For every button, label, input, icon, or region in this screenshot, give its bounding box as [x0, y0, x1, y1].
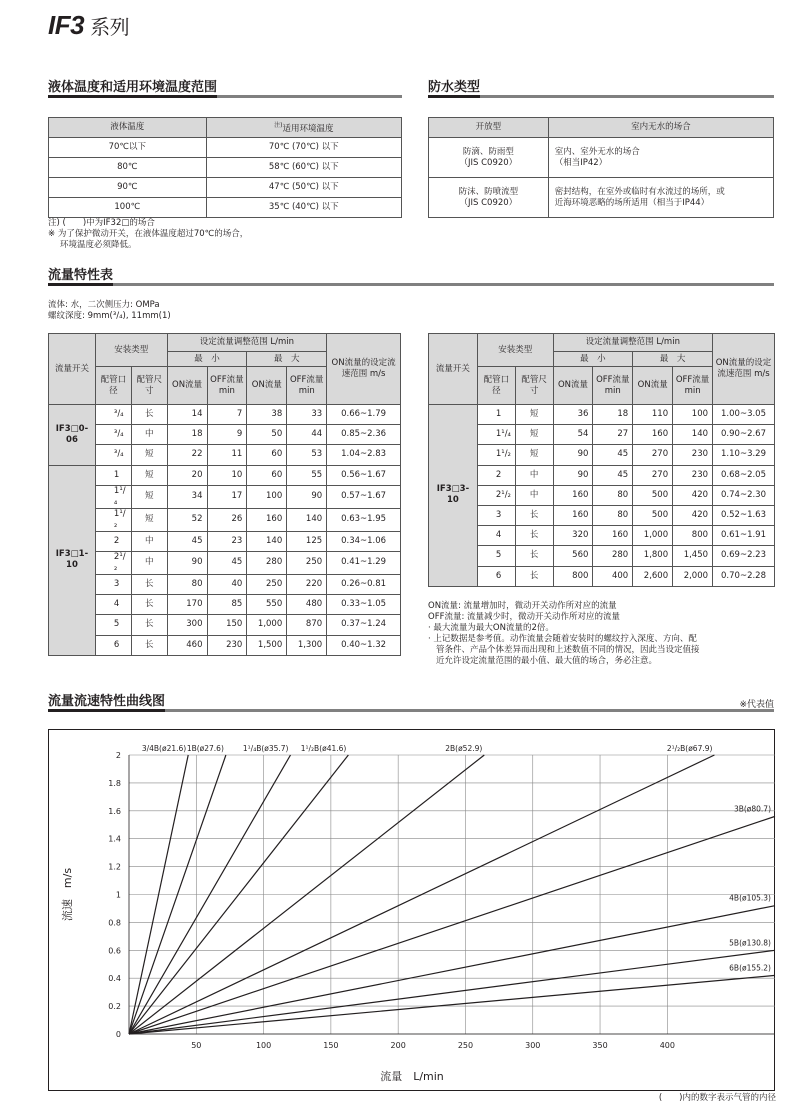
- table-cell: 400: [593, 566, 633, 586]
- table-cell: 短: [515, 425, 553, 445]
- flow-note: OFF流量: 流量减少时，微动开关动作所对应的流量: [428, 612, 621, 622]
- table-cell: 3: [477, 505, 515, 525]
- water-type-std: （JIS C0920）: [459, 157, 518, 168]
- table-row: [429, 405, 775, 425]
- table-cell: ³/₄: [95, 425, 131, 445]
- chart-frame: [48, 729, 775, 1091]
- table-cell: 长: [515, 546, 553, 566]
- col-off-max: OFF流量min: [287, 367, 327, 405]
- table-cell: 5: [477, 546, 515, 566]
- table-cell: 90: [553, 465, 593, 485]
- group-model-cell: IF3□1-10: [49, 465, 96, 655]
- table-cell: 0.68~2.05: [713, 465, 775, 485]
- table-cell: 80: [593, 505, 633, 525]
- table-cell: 170: [167, 595, 207, 615]
- water-desc-line: （相当IP42）: [554, 157, 608, 168]
- table-cell: 160: [593, 526, 633, 546]
- col-pipe-size: 配管尺寸: [131, 367, 167, 405]
- col-velocity-range: ON流量的设定流速范围 m/s: [713, 334, 775, 405]
- water-type-name: 防滴、防雨型: [462, 146, 514, 157]
- table-cell: 85: [207, 595, 247, 615]
- section-water-title: 防水类型: [428, 80, 480, 98]
- water-desc-line: 密封结构，在室外或临时有水流过的场所，或: [554, 186, 725, 197]
- table-cell: 53: [287, 445, 327, 465]
- table-cell: 长: [131, 574, 167, 594]
- col-pipe-size: 配管尺寸: [515, 367, 553, 405]
- table-cell: 0.69~2.23: [713, 546, 775, 566]
- table-row: [49, 574, 401, 594]
- series-code: IF3: [48, 10, 85, 40]
- col-max: 最 大: [633, 352, 713, 367]
- table-cell: 短: [131, 508, 167, 531]
- table-cell: 0.57~1.67: [327, 485, 401, 508]
- flow-notes: [428, 601, 778, 667]
- water-type-std: （JIS C0920）: [459, 197, 518, 208]
- table-cell: 0.61~1.91: [713, 526, 775, 546]
- table-cell: 1: [95, 465, 131, 485]
- table-cell: 280: [247, 551, 287, 574]
- table-row: [429, 445, 775, 465]
- section-chart-heading: [48, 694, 774, 712]
- table-cell: 0.34~1.06: [327, 531, 401, 551]
- col-flow-range: 设定流量调整范围 L/min: [167, 334, 327, 352]
- table-cell: 1,000: [247, 615, 287, 635]
- section-temp-heading: [48, 80, 402, 98]
- x-tick-label: 250: [457, 1041, 474, 1050]
- section-chart-title: 流量流速特性曲线图: [48, 694, 165, 712]
- table-cell: 长: [515, 505, 553, 525]
- table-cell: 280: [593, 546, 633, 566]
- table-row: [49, 425, 401, 445]
- table-cell: 420: [673, 505, 713, 525]
- y-axis-label: 流速 m/s: [61, 867, 74, 922]
- table-cell: 230: [673, 445, 713, 465]
- series-label: 4B(ø105.3): [729, 893, 771, 903]
- table-cell: 250: [287, 551, 327, 574]
- table-cell: 160: [633, 425, 673, 445]
- table-cell: 短: [131, 445, 167, 465]
- y-tick-label: 0.8: [108, 918, 121, 928]
- table-cell: 6: [477, 566, 515, 586]
- table-cell: 45: [207, 551, 247, 574]
- table-cell: 80: [593, 485, 633, 505]
- table-cell: 0.26~0.81: [327, 574, 401, 594]
- series-label: 5B(ø130.8): [729, 938, 771, 948]
- flow-note: 管条件、产品个体差异而出现和上述数值不同的情况，因此当设定值接: [436, 645, 700, 655]
- water-type-cell: [429, 178, 549, 218]
- table-row: [49, 508, 401, 531]
- col-pipe-dia: 配管口径: [95, 367, 131, 405]
- temp-note-1: 注) ( )中为IF32□的场合: [48, 218, 155, 228]
- table-cell: 500: [633, 485, 673, 505]
- temp-cell: 70℃以下: [49, 138, 207, 158]
- col-max: 最 大: [247, 352, 327, 367]
- y-tick-label: 1.8: [108, 778, 121, 788]
- table-cell: 0.37~1.24: [327, 615, 401, 635]
- table-cell: 0.33~1.05: [327, 595, 401, 615]
- temp-cell: 90℃: [49, 178, 207, 198]
- section-temp-title: 液体温度和适用环境温度范围: [48, 80, 217, 98]
- table-cell: 11: [207, 445, 247, 465]
- table-cell: 2: [95, 531, 131, 551]
- table-cell: 26: [207, 508, 247, 531]
- y-tick-label: 0.2: [108, 1002, 121, 1012]
- col-flow-switch: 流量开关: [49, 334, 96, 405]
- table-cell: 45: [167, 531, 207, 551]
- table-cell: 0.74~2.30: [713, 485, 775, 505]
- table-row: [49, 445, 401, 465]
- table-cell: 短: [515, 405, 553, 425]
- group-model-cell: IF3□3-10: [429, 405, 478, 587]
- table-cell: 800: [673, 526, 713, 546]
- temp-cell: 80℃: [49, 158, 207, 178]
- table-row: [49, 465, 401, 485]
- table-cell: 2¹/₂: [477, 485, 515, 505]
- temp-col-ambient-label: 适用环境温度: [282, 123, 334, 134]
- table-cell: 长: [131, 595, 167, 615]
- table-cell: 0.90~2.67: [713, 425, 775, 445]
- page-title: [48, 10, 129, 41]
- table-row: [49, 405, 401, 425]
- table-row: [49, 531, 401, 551]
- col-flow-range: 设定流量调整范围 L/min: [553, 334, 712, 352]
- table-cell: 0.52~1.63: [713, 505, 775, 525]
- table-cell: 50: [247, 425, 287, 445]
- table-cell: 0.85~2.36: [327, 425, 401, 445]
- x-tick-label: 150: [323, 1041, 339, 1050]
- col-on-max: ON流量: [247, 367, 287, 405]
- y-tick-label: 2: [115, 751, 121, 760]
- table-cell: 14: [167, 405, 207, 425]
- series-label: 1¹/₂B(ø41.6): [300, 744, 347, 753]
- col-min: 最 小: [553, 352, 633, 367]
- table-cell: 长: [131, 405, 167, 425]
- table-cell: 2,600: [633, 566, 673, 586]
- table-cell: 270: [633, 465, 673, 485]
- table-cell: 中: [515, 485, 553, 505]
- temp-notes: [48, 218, 248, 251]
- table-row: [429, 505, 775, 525]
- temp-col-ambient: [206, 118, 401, 138]
- table-cell: 1: [477, 405, 515, 425]
- series-line: [129, 950, 775, 1034]
- table-cell: 4: [95, 595, 131, 615]
- series-line: [129, 975, 775, 1034]
- table-cell: 长: [131, 635, 167, 655]
- col-min: 最 小: [167, 352, 247, 367]
- x-tick-label: 300: [525, 1041, 541, 1050]
- y-tick-label: 1.4: [108, 834, 121, 844]
- table-cell: 230: [207, 635, 247, 655]
- table-cell: 18: [167, 425, 207, 445]
- temp-cell: 70℃ (70℃) 以下: [206, 138, 401, 158]
- y-tick-label: 1.2: [108, 862, 121, 872]
- table-cell: 中: [131, 531, 167, 551]
- col-flow-switch: 流量开关: [429, 334, 478, 405]
- table-cell: 1.04~2.83: [327, 445, 401, 465]
- table-cell: 52: [167, 508, 207, 531]
- table-cell: 0.63~1.95: [327, 508, 401, 531]
- table-cell: 3: [95, 574, 131, 594]
- table-cell: 22: [167, 445, 207, 465]
- table-cell: 0.56~1.67: [327, 465, 401, 485]
- table-cell: 230: [673, 465, 713, 485]
- table-row: [49, 595, 401, 615]
- table-row: [429, 465, 775, 485]
- table-cell: 1¹/₄: [477, 425, 515, 445]
- table-cell: 320: [553, 526, 593, 546]
- table-row: [49, 615, 401, 635]
- x-tick-label: 100: [255, 1041, 272, 1050]
- temp-note-2: ※ 为了保护微动开关，在液体温度超过70℃的场合，: [48, 229, 249, 239]
- table-cell: ³/₄: [95, 445, 131, 465]
- table-cell: 2¹/₂: [95, 551, 131, 574]
- table-cell: 44: [287, 425, 327, 445]
- flow-velocity-chart: [49, 730, 776, 1092]
- temp-note-3: 环境温度必须降低。: [60, 240, 137, 250]
- table-cell: 90: [553, 445, 593, 465]
- temp-cell: 58℃ (60℃) 以下: [206, 158, 401, 178]
- section-flow-title: 流量特性表: [48, 268, 113, 286]
- table-row: [429, 566, 775, 586]
- series-label: 2B(ø52.9): [445, 744, 483, 753]
- table-cell: 短: [131, 465, 167, 485]
- table-cell: 220: [287, 574, 327, 594]
- col-off-min: OFF流量min: [593, 367, 633, 405]
- col-on-max: ON流量: [633, 367, 673, 405]
- water-col-type: 开放型: [429, 118, 549, 138]
- table-cell: 60: [247, 445, 287, 465]
- col-off-min: OFF流量min: [207, 367, 247, 405]
- y-tick-label: 1.6: [108, 806, 121, 816]
- table-cell: 10: [207, 465, 247, 485]
- table-cell: 0.66~1.79: [327, 405, 401, 425]
- table-cell: 45: [593, 465, 633, 485]
- table-cell: 0.40~1.32: [327, 635, 401, 655]
- table-cell: 1.00~3.05: [713, 405, 775, 425]
- table-cell: 150: [207, 615, 247, 635]
- temp-cell: 35℃ (40℃) 以下: [206, 198, 401, 218]
- table-cell: 45: [593, 445, 633, 465]
- flow-table: [48, 333, 401, 656]
- table-cell: 90: [167, 551, 207, 574]
- water-desc-line: 室内、室外无水的场合: [554, 146, 640, 157]
- table-cell: 4: [477, 526, 515, 546]
- table-cell: 6: [95, 635, 131, 655]
- x-axis-label: 流量 L/min: [380, 1070, 444, 1083]
- table-cell: 1¹/₂: [477, 445, 515, 465]
- chart-representative-note: ※代表值: [739, 700, 774, 710]
- series-label: 2¹/₂B(ø67.9): [666, 744, 713, 753]
- table-cell: 34: [167, 485, 207, 508]
- table-cell: 500: [633, 505, 673, 525]
- table-cell: 1,000: [633, 526, 673, 546]
- table-cell: 1,500: [247, 635, 287, 655]
- table-cell: 36: [553, 405, 593, 425]
- temp-col-ambient-note: 注): [274, 122, 283, 130]
- table-row: [49, 635, 401, 655]
- table-cell: 23: [207, 531, 247, 551]
- col-install-type: 安装类型: [477, 334, 553, 367]
- section-flow-heading: [48, 268, 774, 286]
- temp-table: [48, 117, 402, 218]
- flow-table: [428, 333, 775, 587]
- table-cell: 300: [167, 615, 207, 635]
- table-cell: 800: [553, 566, 593, 586]
- col-pipe-dia: 配管口径: [477, 367, 515, 405]
- table-cell: 2: [477, 465, 515, 485]
- table-cell: 140: [673, 425, 713, 445]
- table-cell: 160: [553, 505, 593, 525]
- water-type-name: 防沫、防喷流型: [458, 186, 519, 197]
- table-cell: 100: [673, 405, 713, 425]
- col-install-type: 安装类型: [95, 334, 167, 367]
- water-desc-line: 近海环境恶略的场所适用（相当于IP44）: [554, 197, 710, 208]
- col-off-max: OFF流量min: [673, 367, 713, 405]
- table-cell: 60: [247, 465, 287, 485]
- table-cell: 0.41~1.29: [327, 551, 401, 574]
- x-tick-label: 200: [390, 1041, 406, 1050]
- table-cell: 250: [247, 574, 287, 594]
- table-cell: 420: [673, 485, 713, 505]
- table-cell: 1,300: [287, 635, 327, 655]
- flow-condition-2: 螺纹深度: 9mm(³/₄), 11mm(1): [48, 311, 171, 321]
- water-desc-cell: [548, 178, 773, 218]
- table-cell: 0.70~2.28: [713, 566, 775, 586]
- table-cell: 1,800: [633, 546, 673, 566]
- series-label: 1¹/₄B(ø35.7): [242, 744, 289, 753]
- table-cell: 1¹/₄: [95, 485, 131, 508]
- col-on-min: ON流量: [167, 367, 207, 405]
- flow-note: · 最大流量为最大ON流量的2倍。: [428, 623, 554, 633]
- y-tick-label: 0.4: [108, 974, 121, 984]
- table-cell: 20: [167, 465, 207, 485]
- flow-note: ON流量: 流量增加时，微动开关动作所对应的流量: [428, 601, 617, 611]
- flow-note: · 上记数据是参考值。动作流量会随着安装时的螺纹拧入深度、方向、配: [428, 634, 697, 644]
- table-cell: ³/₄: [95, 405, 131, 425]
- table-cell: 2,000: [673, 566, 713, 586]
- table-row: [429, 546, 775, 566]
- table-cell: 870: [287, 615, 327, 635]
- water-col-desc: 室内无水的场合: [548, 118, 773, 138]
- col-velocity-range: ON流量的设定流速范围 m/s: [327, 334, 401, 405]
- water-type-cell: [429, 138, 549, 178]
- table-cell: 中: [131, 551, 167, 574]
- group-model-cell: IF3□0-06: [49, 405, 96, 466]
- table-cell: 54: [553, 425, 593, 445]
- flow-conditions: [48, 300, 171, 322]
- temp-cell: 47℃ (50℃) 以下: [206, 178, 401, 198]
- table-cell: 18: [593, 405, 633, 425]
- table-cell: 560: [553, 546, 593, 566]
- table-cell: 9: [207, 425, 247, 445]
- table-cell: 长: [515, 566, 553, 586]
- x-tick-label: 350: [592, 1041, 608, 1050]
- table-cell: 80: [167, 574, 207, 594]
- y-tick-label: 0.6: [108, 946, 121, 956]
- y-tick-label: 1: [115, 890, 121, 900]
- water-table: [428, 117, 774, 218]
- table-cell: 7: [207, 405, 247, 425]
- table-cell: 270: [633, 445, 673, 465]
- table-cell: 短: [131, 485, 167, 508]
- series-label: 6B(ø155.2): [729, 963, 771, 973]
- table-cell: 1.10~3.29: [713, 445, 775, 465]
- table-cell: 100: [247, 485, 287, 508]
- x-tick-label: 50: [191, 1041, 202, 1050]
- temp-cell: 100℃: [49, 198, 207, 218]
- table-cell: 480: [287, 595, 327, 615]
- series-label: 1B(ø27.6): [186, 744, 224, 753]
- table-cell: 40: [207, 574, 247, 594]
- table-cell: 短: [515, 445, 553, 465]
- table-cell: 中: [131, 425, 167, 445]
- table-cell: 160: [553, 485, 593, 505]
- table-cell: 460: [167, 635, 207, 655]
- flow-condition-1: 流体: 水，二次侧压力: OMPa: [48, 300, 160, 310]
- table-cell: 长: [131, 615, 167, 635]
- series-suffix: 系列: [90, 15, 130, 39]
- table-row: [429, 485, 775, 505]
- table-row: [429, 425, 775, 445]
- table-cell: 55: [287, 465, 327, 485]
- table-cell: 1,450: [673, 546, 713, 566]
- table-cell: 125: [287, 531, 327, 551]
- table-row: [429, 526, 775, 546]
- temp-col-liquid: 液体温度: [49, 118, 207, 138]
- table-cell: 27: [593, 425, 633, 445]
- table-cell: 33: [287, 405, 327, 425]
- table-cell: 140: [247, 531, 287, 551]
- chart-bottom-note: ( )内的数字表示气管的内径: [658, 1093, 776, 1103]
- table-cell: 160: [247, 508, 287, 531]
- table-cell: 5: [95, 615, 131, 635]
- x-tick-label: 400: [659, 1041, 675, 1050]
- series-label: 3/4B(ø21.6): [141, 744, 187, 753]
- water-desc-cell: [548, 138, 773, 178]
- table-cell: 38: [247, 405, 287, 425]
- col-on-min: ON流量: [553, 367, 593, 405]
- table-cell: 中: [515, 465, 553, 485]
- section-water-heading: [428, 80, 774, 98]
- table-cell: 110: [633, 405, 673, 425]
- table-cell: 17: [207, 485, 247, 508]
- flow-note: 近允许设定流量范围的最小值、最大值的场合，务必注意。: [436, 656, 658, 666]
- series-label: 3B(ø80.7): [733, 804, 771, 814]
- y-tick-label: 0: [115, 1030, 121, 1039]
- table-cell: 550: [247, 595, 287, 615]
- table-cell: 1¹/₂: [95, 508, 131, 531]
- table-cell: 90: [287, 485, 327, 508]
- table-cell: 140: [287, 508, 327, 531]
- table-cell: 长: [515, 526, 553, 546]
- table-row: [49, 485, 401, 508]
- table-row: [49, 551, 401, 574]
